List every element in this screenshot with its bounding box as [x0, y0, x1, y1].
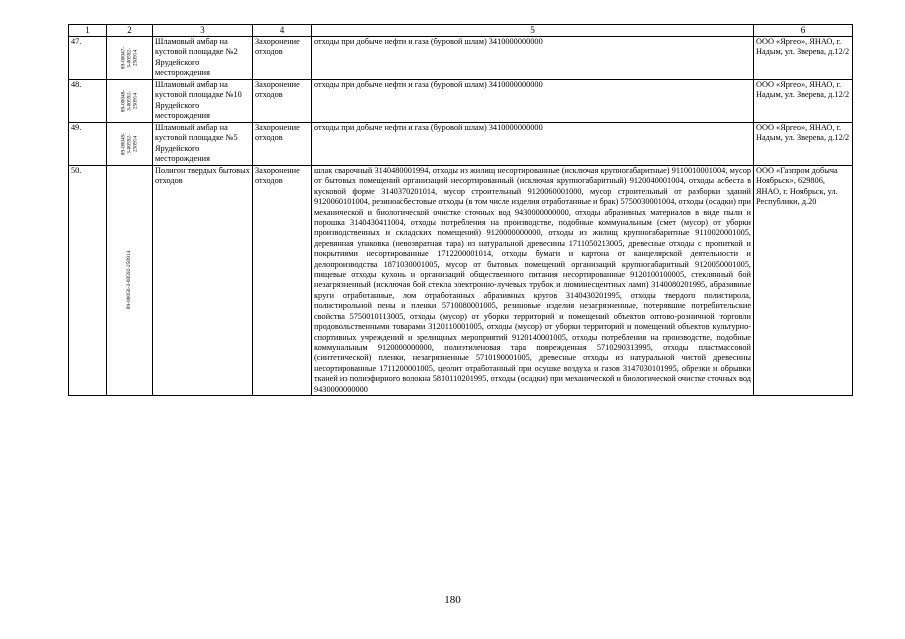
- registry-code: 89-00050-З-00592-250914: [125, 251, 132, 310]
- registry-code-cell: [107, 123, 153, 166]
- waste-types: отходы при добыче нефти и газа (буровой шлам) 3410000000000: [312, 123, 754, 166]
- header-col-6: 6: [754, 25, 853, 37]
- header-col-4: 4: [253, 25, 312, 37]
- facility-name: Шламовый амбар на кустовой площадке №5 Ярудейского месторождения: [153, 123, 253, 166]
- facility-purpose: Захоронение отходов: [253, 37, 312, 80]
- row-number: 48.: [69, 80, 107, 123]
- waste-types: шлак сварочный 3140480001994, отходы из жилищ несортированные (исключая крупногабаритные) 9110010001004, мусор от бытовых помещений организаций несортированный (исключая крупногабаритный) 9120040001004, отходы асбеста в кусковой форме 3140370201014, мусор строительный 9120060001000, мусор строительный от разборки зданий 9120060101004, резиноасбестовые отходы (в том числе изделия отработанные и брак) 5750030001004, отходы (осадки) при механической и биологической очистке сточных вод 9430000000000, отходы абразивных материалов в виде пыли и порошка 3140430411004, отходы потребления на производстве, подобные коммунальным (смет (мусор) от уборки производственных и складских помещений) 9120000000000, отходы из жилищ крупногабаритные 9110020001005, деревянная упаковка (невозвратная тара) из натуральной древесины 1711050213005, древесные отходы с пропиткой и покрытиями несортированные 1712200001014, отходы бумаги и картона от канцелярской деятельности и делопроизводства 1871030001005, мусор от бытовых помещений организаций крупногабаритный 9120050001005, пищевые отходы кухонь и организаций общественного питания несортированные 9120100100005, стеклянный бой незагрязненный (исключая бой стекла электронно-лучевых трубок и люминесцентных ламп) 3140080201995, абразивные круги отработанные, лом отработанных абразивных кругов 3140430201995, отходы твердого полистирола, полистирольной пены и пленки 5710080001005, резиновые изделия незагрязненные, потерявшие потребительские свойства 5750010113005, отходы (мусор) от уборки территорий и помещений объектов оптово-розничной торговли продовольственными товарами 3120110001005, отходы (мусор) от уборки территорий и помещений объектов культурно-спортивных учреждений и зрелищных мероприятий 9120140001005, отходы потребления на производстве, подобные коммунальным 9120000000000, полиэтиленовая тара поврежденная 5710290313995, отходы пластмассовой (синтетической) пленки, незагрязненные 5710190001005, древесные отходы из натуральной чистой древесины несортированные 1711200001005, цеолит отработанный при осушке воздуха и газов 3147030101995, обрезки и обрывки тканей из полиэфирного волокна 5810110201995, отходы (осадки) при механической и биологической очистке сточных вод 9430000000000: [312, 166, 754, 396]
- header-col-1: 1: [69, 25, 107, 37]
- row-number: 49.: [69, 123, 107, 166]
- facility-name: Шламовый амбар на кустовой площадке №10 Ярудейского месторождения: [153, 80, 253, 123]
- facility-purpose: Захоронение отходов: [253, 80, 312, 123]
- facility-owner: ООО «Яргео», ЯНАО, г. Надым, ул. Зверева, д.12/2: [754, 80, 853, 123]
- facility-purpose: Захоронение отходов: [253, 123, 312, 166]
- row-number: 50.: [69, 166, 107, 396]
- table-row: [69, 123, 853, 166]
- row-number: 47.: [69, 37, 107, 80]
- facility-name: Полигон твердых бытовых отходов: [153, 166, 253, 396]
- table-row: [69, 37, 853, 80]
- table-row: [69, 80, 853, 123]
- facility-owner: ООО «Яргео», ЯНАО, г. Надым, ул. Зверева, д.12/2: [754, 123, 853, 166]
- table-header-row: [69, 25, 853, 37]
- facility-owner: ООО «Газпром добыча Ноябрьск», 629806, ЯНАО, г. Ноябрьск, ул. Республики, д.20: [754, 166, 853, 396]
- page-number: 180: [444, 594, 461, 606]
- facility-purpose: Захоронение отходов: [253, 166, 312, 396]
- registry-code: 89-00047- З-00592- 250914: [119, 46, 138, 70]
- waste-types: отходы при добыче нефти и газа (буровой шлам) 3410000000000: [312, 80, 754, 123]
- registry-code: 89-00048- З-00592- 250914: [119, 89, 138, 113]
- header-col-5: 5: [312, 25, 754, 37]
- registry-code: 89-00049- З-00592- 250914: [119, 132, 138, 156]
- registry-code-cell: [107, 37, 153, 80]
- facility-owner: ООО «Яргео», ЯНАО, г. Надым, ул. Зверева, д.12/2: [754, 37, 853, 80]
- waste-types: отходы при добыче нефти и газа (буровой шлам) 3410000000000: [312, 37, 754, 80]
- waste-facilities-table: [68, 24, 853, 396]
- facility-name: Шламовый амбар на кустовой площадке №2 Ярудейского месторождения: [153, 37, 253, 80]
- registry-code-cell: [107, 166, 153, 396]
- table-row: [69, 166, 853, 396]
- header-col-2: 2: [107, 25, 153, 37]
- header-col-3: 3: [153, 25, 253, 37]
- registry-code-cell: [107, 80, 153, 123]
